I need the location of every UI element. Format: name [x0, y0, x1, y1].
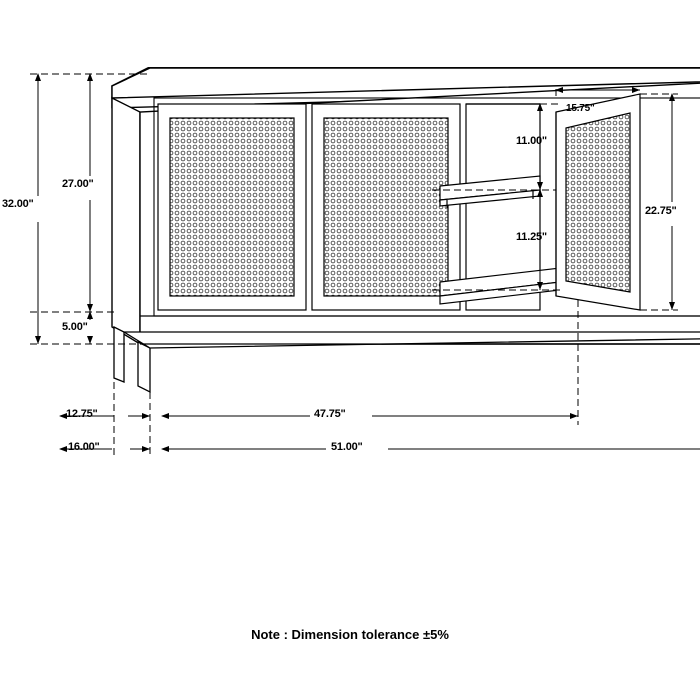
- dimension-depth-top: 12.75": [66, 408, 98, 420]
- cane-panel-middle: [324, 118, 448, 296]
- door-left: [158, 104, 306, 310]
- door-middle: [312, 104, 460, 310]
- dimension-door-width: 15.75": [566, 103, 595, 114]
- dimension-upper-compartment-height: 11.00": [516, 135, 547, 147]
- dimension-overall-height: 32.00": [2, 198, 34, 210]
- door-right-open: [556, 94, 640, 310]
- cane-panel-right: [566, 113, 630, 292]
- dimension-leg-height: 5.00": [62, 321, 88, 333]
- dimension-lower-compartment-height: 11.25": [516, 231, 547, 243]
- tolerance-note: Note : Dimension tolerance ±5%: [251, 627, 449, 642]
- cabinet-legs: [114, 327, 700, 392]
- dimension-interior-width: 47.75": [314, 408, 346, 420]
- dimension-overall-width: 51.00": [331, 441, 363, 453]
- cane-panel-left: [170, 118, 294, 296]
- cabinet-left-side: [112, 98, 140, 344]
- dimension-cabinet-body-height: 27.00": [62, 178, 94, 190]
- dimension-door-height: 22.75": [645, 205, 677, 217]
- dimension-depth-bottom: 16.00": [68, 441, 100, 453]
